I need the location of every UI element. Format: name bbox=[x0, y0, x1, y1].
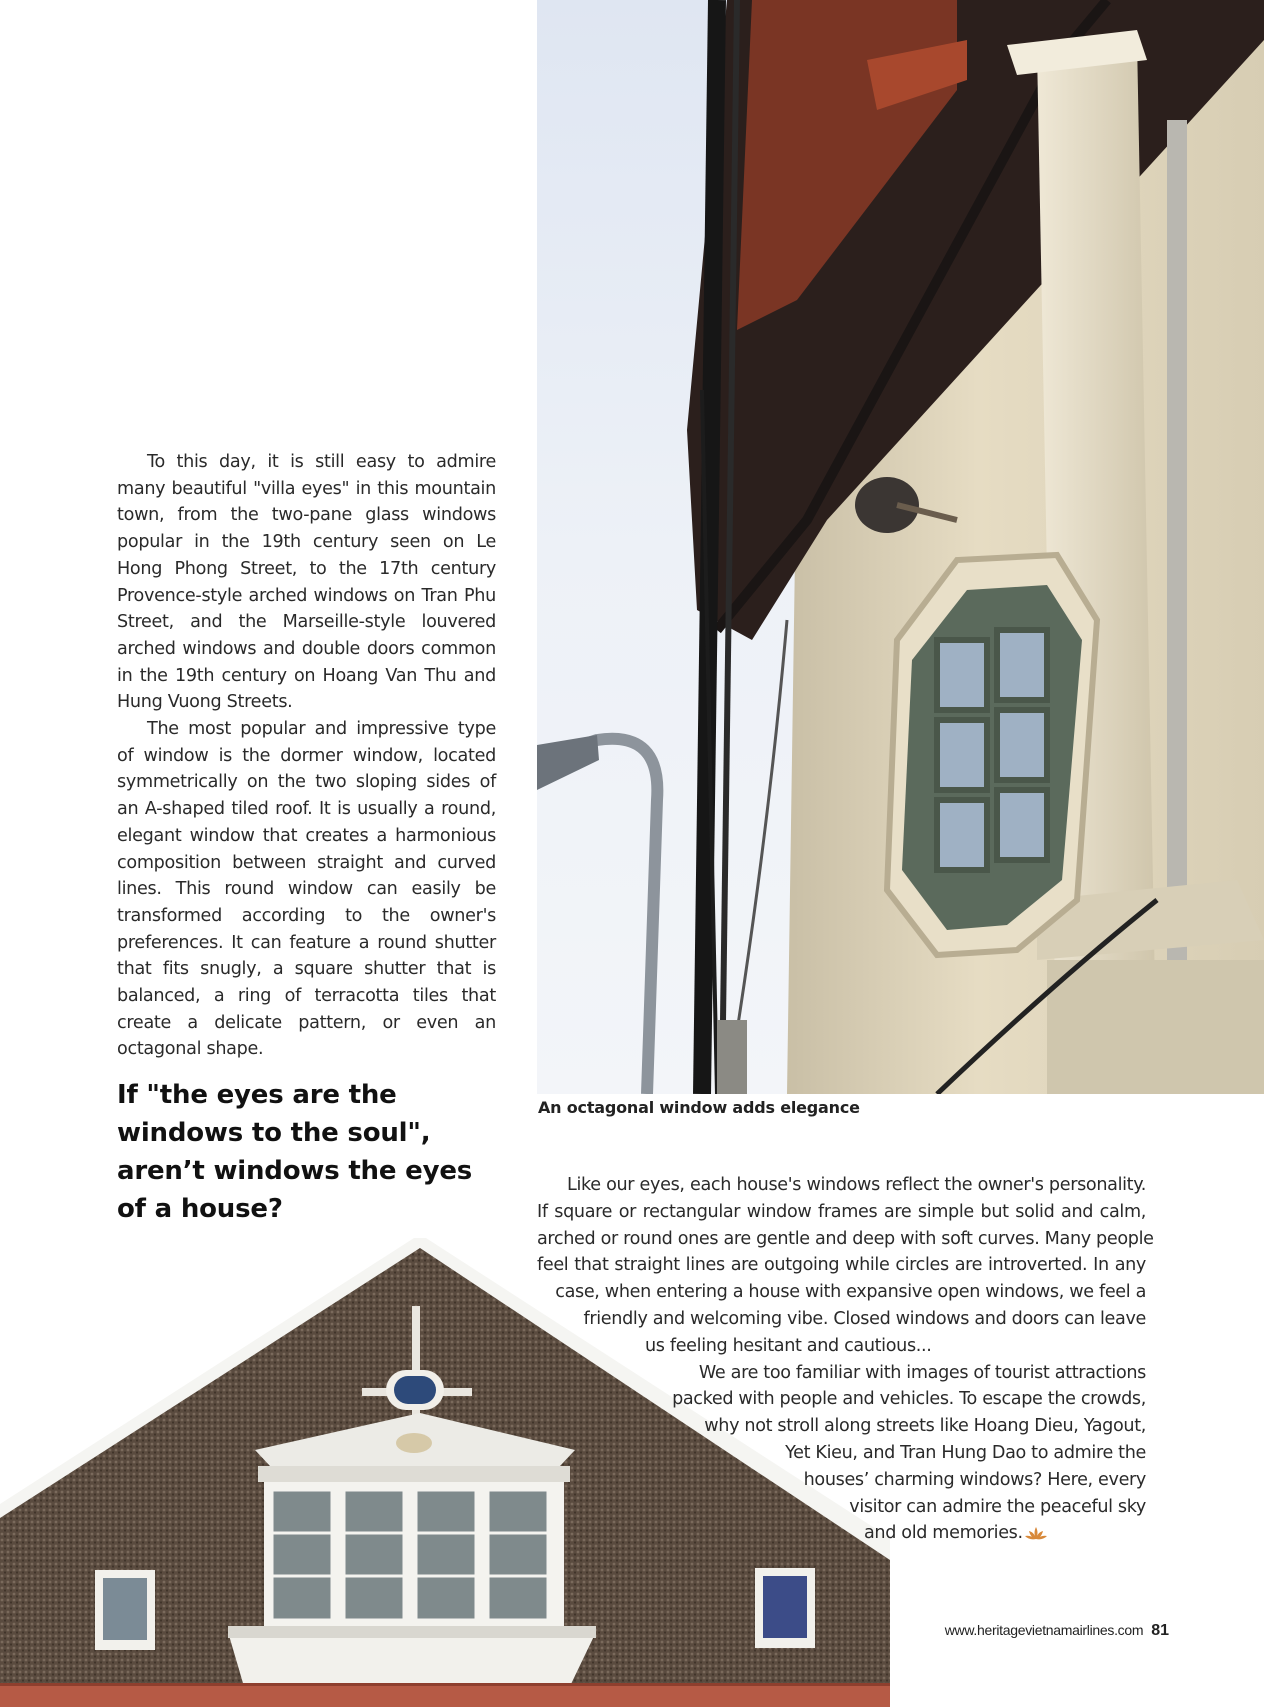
text-line: why not stroll along streets like Hoang Dieu, Yagout, bbox=[704, 1416, 1146, 1437]
text-line: packed with people and vehicles. To escape the crowds, bbox=[672, 1389, 1146, 1410]
text-line: We are too familiar with images of tourist attractions bbox=[698, 1362, 1146, 1383]
text-line: visitor can admire the peaceful sky bbox=[849, 1496, 1146, 1517]
text-line: arched or round ones are gentle and deep with soft curves. Many people bbox=[537, 1228, 1154, 1249]
page-number: 81 bbox=[1151, 1622, 1169, 1639]
photo-caption: An octagonal window adds elegance bbox=[538, 1098, 860, 1117]
text-line: feel that straight lines are outgoing while circles are introverted. In any bbox=[537, 1255, 1146, 1276]
footer-url[interactable]: www.heritagevietnamairlines.com bbox=[944, 1622, 1144, 1638]
body-paragraph bbox=[537, 1172, 1154, 1360]
left-column bbox=[117, 449, 496, 1063]
text-line: and old memories. bbox=[864, 1523, 1023, 1544]
right-column bbox=[537, 1172, 1154, 1547]
text-line-last bbox=[537, 1520, 1146, 1547]
text-line: Like our eyes, each house's windows reflect the owner's personality. bbox=[567, 1175, 1146, 1195]
text-line: Yet Kieu, and Tran Hung Dao to admire the bbox=[785, 1442, 1146, 1463]
page-footer bbox=[945, 1622, 1169, 1640]
text-line: houses’ charming windows? Here, every bbox=[803, 1469, 1146, 1490]
text-line: us feeling hesitant and cautious... bbox=[645, 1335, 932, 1356]
body-paragraph bbox=[537, 1360, 1146, 1548]
text-line: case, when entering a house with expansive open windows, we feel a bbox=[555, 1282, 1146, 1303]
pull-quote: If "the eyes are the windows to the soul", aren’t windows the eyes of a house? bbox=[117, 1080, 473, 1224]
lotus-icon bbox=[1025, 1526, 1047, 1540]
body-paragraph: To this day, it is still easy to admire many beautiful "villa eyes" in this mountain town, from the two-pane glass windows popular in the 19th century seen on Le Hong Phong Street, to the 17th century Provence-style arched windows on Tran Phu Street, and the Marseille-style louvered arched windows and double doors common in the 19th century on Hoang Van Thu and Hung Vuong Streets. bbox=[117, 452, 496, 713]
text-line: If square or rectangular window frames are simple but solid and calm, bbox=[537, 1201, 1146, 1222]
text-line: friendly and welcoming vibe. Closed windows and doors can leave bbox=[583, 1308, 1146, 1329]
body-paragraph: The most popular and impressive type of window is the dormer window, located symmetrically on the two sloping sides of an A-shaped tiled roof. It is usually a round, elegant window that creates a harmonious composition between straight and curved lines. This round window can easily be transformed according to the owner's preferences. It can feature a round shutter that fits snugly, a square shutter that is balanced, a ring of terracotta tiles that create a delicate pattern, or even an octagonal shape. bbox=[117, 719, 496, 1060]
octagonal-window-photo bbox=[537, 0, 1264, 1094]
